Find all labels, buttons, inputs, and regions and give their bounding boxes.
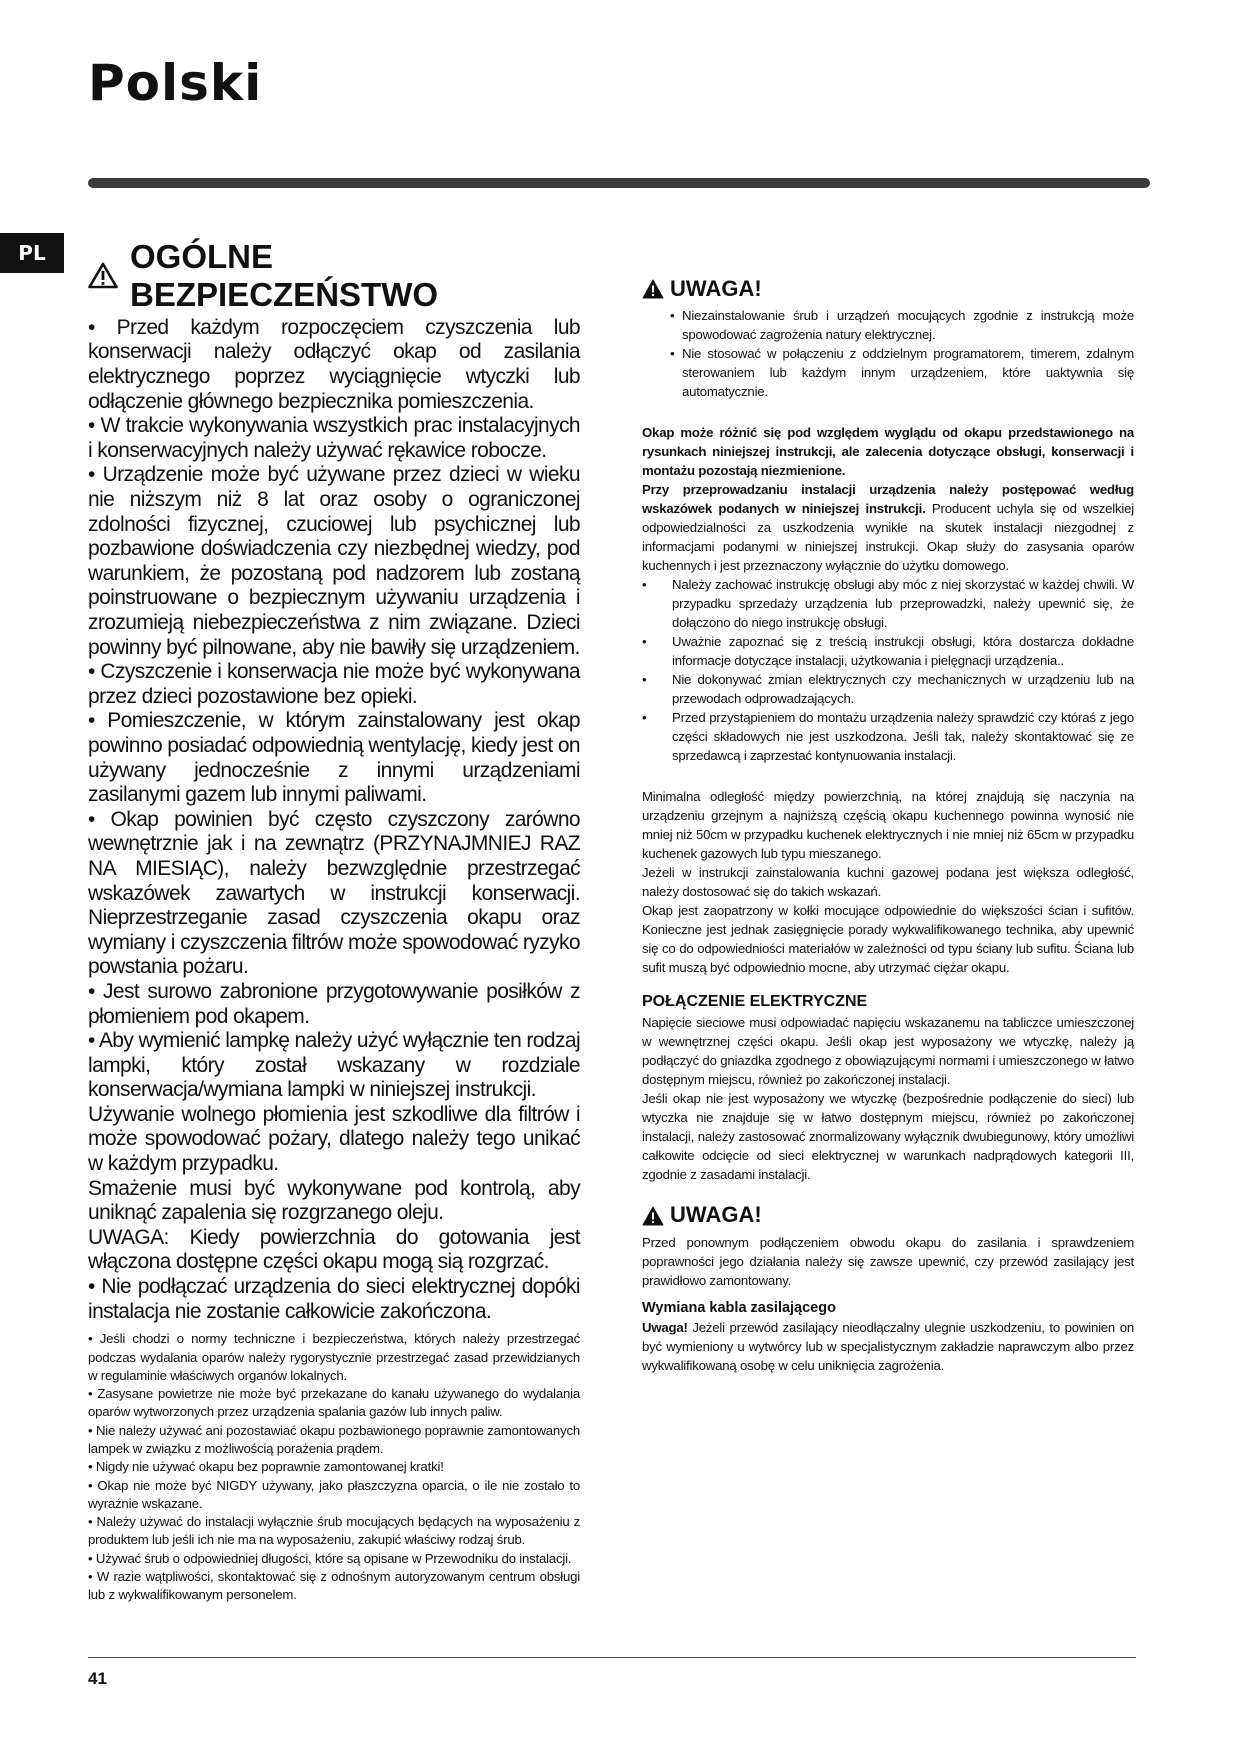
warning-paragraph: Przed ponownym podłączeniem obwodu okapu do zasilania i sprawdzeniem poprawności jego działania należy się zawsze upewnić, czy przewód zasilający jest prawidłowo zamontowany. [642, 1234, 1134, 1288]
safety-paragraph: UWAGA: Kiedy powierzchnia do gotowania jest włączona dostępne części okapu mogą sią rozgrzać. [88, 1225, 580, 1274]
instruction-list [642, 575, 1134, 765]
electric-paragraph: Napięcie sieciowe musi odpowiadać napięciu wskazanemu na tabliczce umieszczonej w wewnętrznej części okapu. Jeśli okap jest wyposażony we wtyczkę, należy ją podłączyć do gniazdka zgodnego z obowiązującymi normami i umieszczonego w łatwo dostępnym miejscu, również po zakończonej instalacji. [642, 1015, 1134, 1088]
safety-paragraph: Smażenie musi być wykonywane pod kontrolą, aby uniknąć zapalenia się rozgrzanego oleju. [88, 1176, 580, 1225]
header-rule [88, 178, 1150, 188]
safety-note: • Używać śrub o odpowiedniej długości, które są opisane w Przewodniku do instalacji. [88, 1550, 572, 1566]
page-number: 41 [88, 1669, 107, 1688]
safety-note: • Zasysane powietrze nie może być przekazane do kanału używanego do wydalania oparów wytworzonych przez urządzenia spalania gazów lub innych paliw. [88, 1386, 580, 1420]
safety-paragraph: • Jest surowo zabronione przygotowywanie posiłków z płomieniem pod okapem. [88, 979, 580, 1028]
safety-note: • Należy używać do instalacji wyłącznie śrub mocujących będących na wyposażeniu z produktem lub jeśli ich nie ma na wyposażeniu, zakupić właściwy rodzaj śrub. [88, 1514, 580, 1548]
safety-paragraph: • Urządzenie może być używane przez dzieci w wieku nie niższym niż 8 lat oraz osoby o ograniczonej zdolności fizycznej, czuciowej lub psychicznej lub pozbawione doświadczenia czy niezbędnej wiedzy, pod warunkiem, że pozostaną pod nadzorem lub zostaną poinstruowane o bezpiecznym używaniu urządzenia i zrozumieją niebezpieczeństwa z nim związane. Dzieci powinny być pilnowane, aby nie bawiły się urządzeniem. [88, 463, 580, 659]
distance-paragraph: Jeżeli w instrukcji zainstalowania kuchni gazowej podana jest większa odległość, należy dostosować się do takich wskazań. [642, 865, 1134, 900]
page-title: Polski [88, 54, 263, 112]
safety-paragraph: • Przed każdym rozpoczęciem czyszczenia lub konserwacji należy odłączyć okap od zasilania elektrycznego poprzez wyciągnięcie wtyczki lub odłączenie głównego bezpiecznika pomieszczenia. [88, 315, 580, 413]
distance-paragraph: Minimalna odległość między powierzchnią, na której znajdują się naczynia na urządzeniu grzejnym a najniższą częścią okapu kuchennego powinna wynosić nie mniej niż 50cm w przypadku kuchenek elektrycznych i nie mniej niż 65cm w przypadku kuchenek gazowych lub typu mieszanego. [642, 789, 1134, 862]
safety-paragraph: • Pomieszczenie, w którym zainstalowany jest okap powinno posiadać odpowiednią wentylację, kiedy jest on używany jednocześnie z innymi urządzeniami zasilanymi gazem lub innymi paliwami. [88, 709, 580, 807]
list-item: • Niezainstalowanie śrub i urządzeń mocujących zgodnie z instrukcją może spowodować zagrożenia natury elektrycznej. [642, 306, 1134, 344]
warning-list [642, 306, 1134, 401]
list-item: • Należy zachować instrukcję obsługi aby móc z niej skorzystać w każdej chwili. W przypadku sprzedaży urządzenia lub przeprowadzki, należy upewnić się, że dołączono do niego instrukcję obsługi. [642, 575, 1134, 632]
safety-paragraph: • W trakcie wykonywania wszystkich prac instalacyjnych i konserwacyjnych należy używać rękawice robocze. [88, 414, 580, 462]
safety-note: • Jeśli chodzi o normy techniczne i bezpieczeństwa, których należy przestrzegać podczas wydalania oparów należy rygorystycznie przestrzegać zasad przewidzianych w regulaminie właściwych organów lokalnych. [88, 1331, 580, 1383]
footer-rule [88, 1657, 1136, 1658]
list-item: • Przed przystąpieniem do montażu urządzenia należy sprawdzić czy któraś z jego części składowych nie jest uszkodzona. Jeśli tak, należy skontaktować się ze sprzedawcą i zaprzestać kontynuowania instalacji. [642, 708, 1134, 765]
safety-paragraph: • Aby wymienić lampkę należy użyć wyłącznie ten rodzaj lampki, który został wskazany w rozdziale konserwacja/wymiana lampki w niniejszej instrukcji. [88, 1029, 581, 1102]
warning-heading-text: UWAGA! [670, 276, 762, 301]
safety-note: • Nigdy nie używać okapu bez poprawnie zamontowanej kratki! [88, 1459, 444, 1475]
general-safety-heading [88, 238, 580, 314]
installation-column [642, 276, 1134, 1375]
distance-paragraph: Okap jest zaopatrzony w kołki mocujące odpowiednie do większości ścian i sufitów. Konieczne jest jednak zasięgnięcie porady wykwalifikowanego technika, aby upewnić się co do odpowiedniości materiałów w zależności od typu ściany lub sufitu. Ściana lub sufit muszą być odpowiednio mocne, aby utrzymać ciężar okapu. [642, 903, 1134, 976]
electric-paragraph: Jeśli okap nie jest wyposażony we wtyczkę (bezpośrednie podłączenie do sieci) lub wtyczka nie znajduje się w łatwo dostępnym miejscu, również po zakończonej instalacji, należy zastosować znormalizowany wyłącznik dwubiegunowy, który umożliwi całkowite odcięcie od sieci elektrycznej w warunkach nadprądowych kategorii III, zgodnie z zasadami instalacji. [642, 1091, 1134, 1183]
cable-text: Jeżeli przewód zasilający nieodłączalny ulegnie uszkodzeniu, to powinien on być wymieniony u wytwórcy lub w specjalistycznym zakładzie naprawczym albo przez wykwalifikowaną osobę w celu uniknięcia zagrożenia. [642, 1319, 1134, 1373]
language-tab: PL [0, 233, 64, 273]
intro-bold-lead: Przy przeprowadzaniu instalacji urządzenia należy postępować według wskazówek podanych w niniejszej instrukcji. [642, 482, 1134, 517]
general-safety-title: OGÓLNE BEZPIECZEŃSTWO [130, 238, 439, 313]
safety-paragraph: • Czyszczenie i konserwacja nie może być wykonywana przez dzieci pozostawione bez opieki. [88, 660, 580, 708]
list-item: • Nie dokonywać zmian elektrycznych czy mechanicznych w urządzeniu lub na przewodach odprowadzających. [642, 670, 1134, 708]
general-safety-column [88, 238, 580, 1605]
list-item: • Uważnie zapoznać się z treścią instrukcji obsługi, która dostarcza dokładne informacje dotyczące instalacji, użytkowania i pielęgnacji urządzenia.. [642, 632, 1134, 670]
safety-paragraph: • Nie podłączać urządzenia do sieci elektrycznej dopóki instalacja nie zostanie całkowicie zakończona. [88, 1275, 580, 1323]
safety-note: • W razie wątpliwości, skontaktować się z odnośnym autoryzowanym centrum obsługi lub z wykwalifikowanym personelem. [88, 1569, 580, 1603]
warning-outline-icon [88, 262, 118, 289]
list-item: • Nie stosować w połączeniu z oddzielnym programatorem, timerem, zdalnym sterowaniem lub każdym innym urządzeniem, które uaktywnia się automatycznie. [642, 344, 1134, 401]
safety-paragraph: Używanie wolnego płomienia jest szkodliwe dla filtrów i może spowodować pożary, dlatego należy tego unikać w każdym przypadku. [88, 1102, 580, 1176]
warning-heading [642, 1202, 1134, 1228]
safety-note: • Okap nie może być NIGDY używany, jako płaszczyzna oparcia, o ile nie zostało to wyraźnie wskazane. [88, 1477, 580, 1511]
safety-note: • Nie należy używać ani pozostawiać okapu pozbawionego poprawnie zamontowanych lampek w związku z możliwością porażenia prądem. [88, 1422, 580, 1456]
warning-heading-text: UWAGA! [670, 1202, 762, 1228]
intro-paragraph [642, 480, 1134, 575]
cable-replacement-heading: Wymiana kabla zasilającego [642, 1299, 836, 1316]
electric-connection-heading: POŁĄCZENIE ELEKTRYCZNE [642, 993, 868, 1011]
intro-regular-text: Producent uchyla się od wszelkiej odpowiedzialności za uszkodzenia wynikłe na skutek instalacji niezgodnej z informacjami podanymi w niniejszej instrukcji. Okap służy do zasysania oparów kuchennych i jest przeznaczony wyłącznie do użytku domowego. [642, 501, 1135, 574]
cable-paragraph [642, 1318, 1134, 1375]
warning-filled-icon [642, 279, 664, 299]
warning-filled-icon [642, 1206, 664, 1226]
warning-heading [642, 276, 1134, 302]
intro-bold-paragraph: Okap może różnić się pod względem wyglądu od okapu przedstawionego na rysunkach niniejszej instrukcji, ale zalecenia dotyczące obsługi, konserwacji i montażu pozostają niezmienione. [642, 425, 1134, 479]
cable-lead: Uwaga! [642, 1319, 688, 1335]
safety-paragraph: • Okap powinien być często czyszczony zarówno wewnętrznie jak i na zewnątrz (PRZYNAJMNIEJ RAZ NA MIESIĄC), należy bezwzględnie przestrzegać wskazówek zawartych w instrukcji konserwacji. Nieprzestrzeganie zasad czyszczenia okapu oraz wymiany i czyszczenia filtrów może spowodować ryzyko powstania pożaru. [88, 807, 580, 979]
